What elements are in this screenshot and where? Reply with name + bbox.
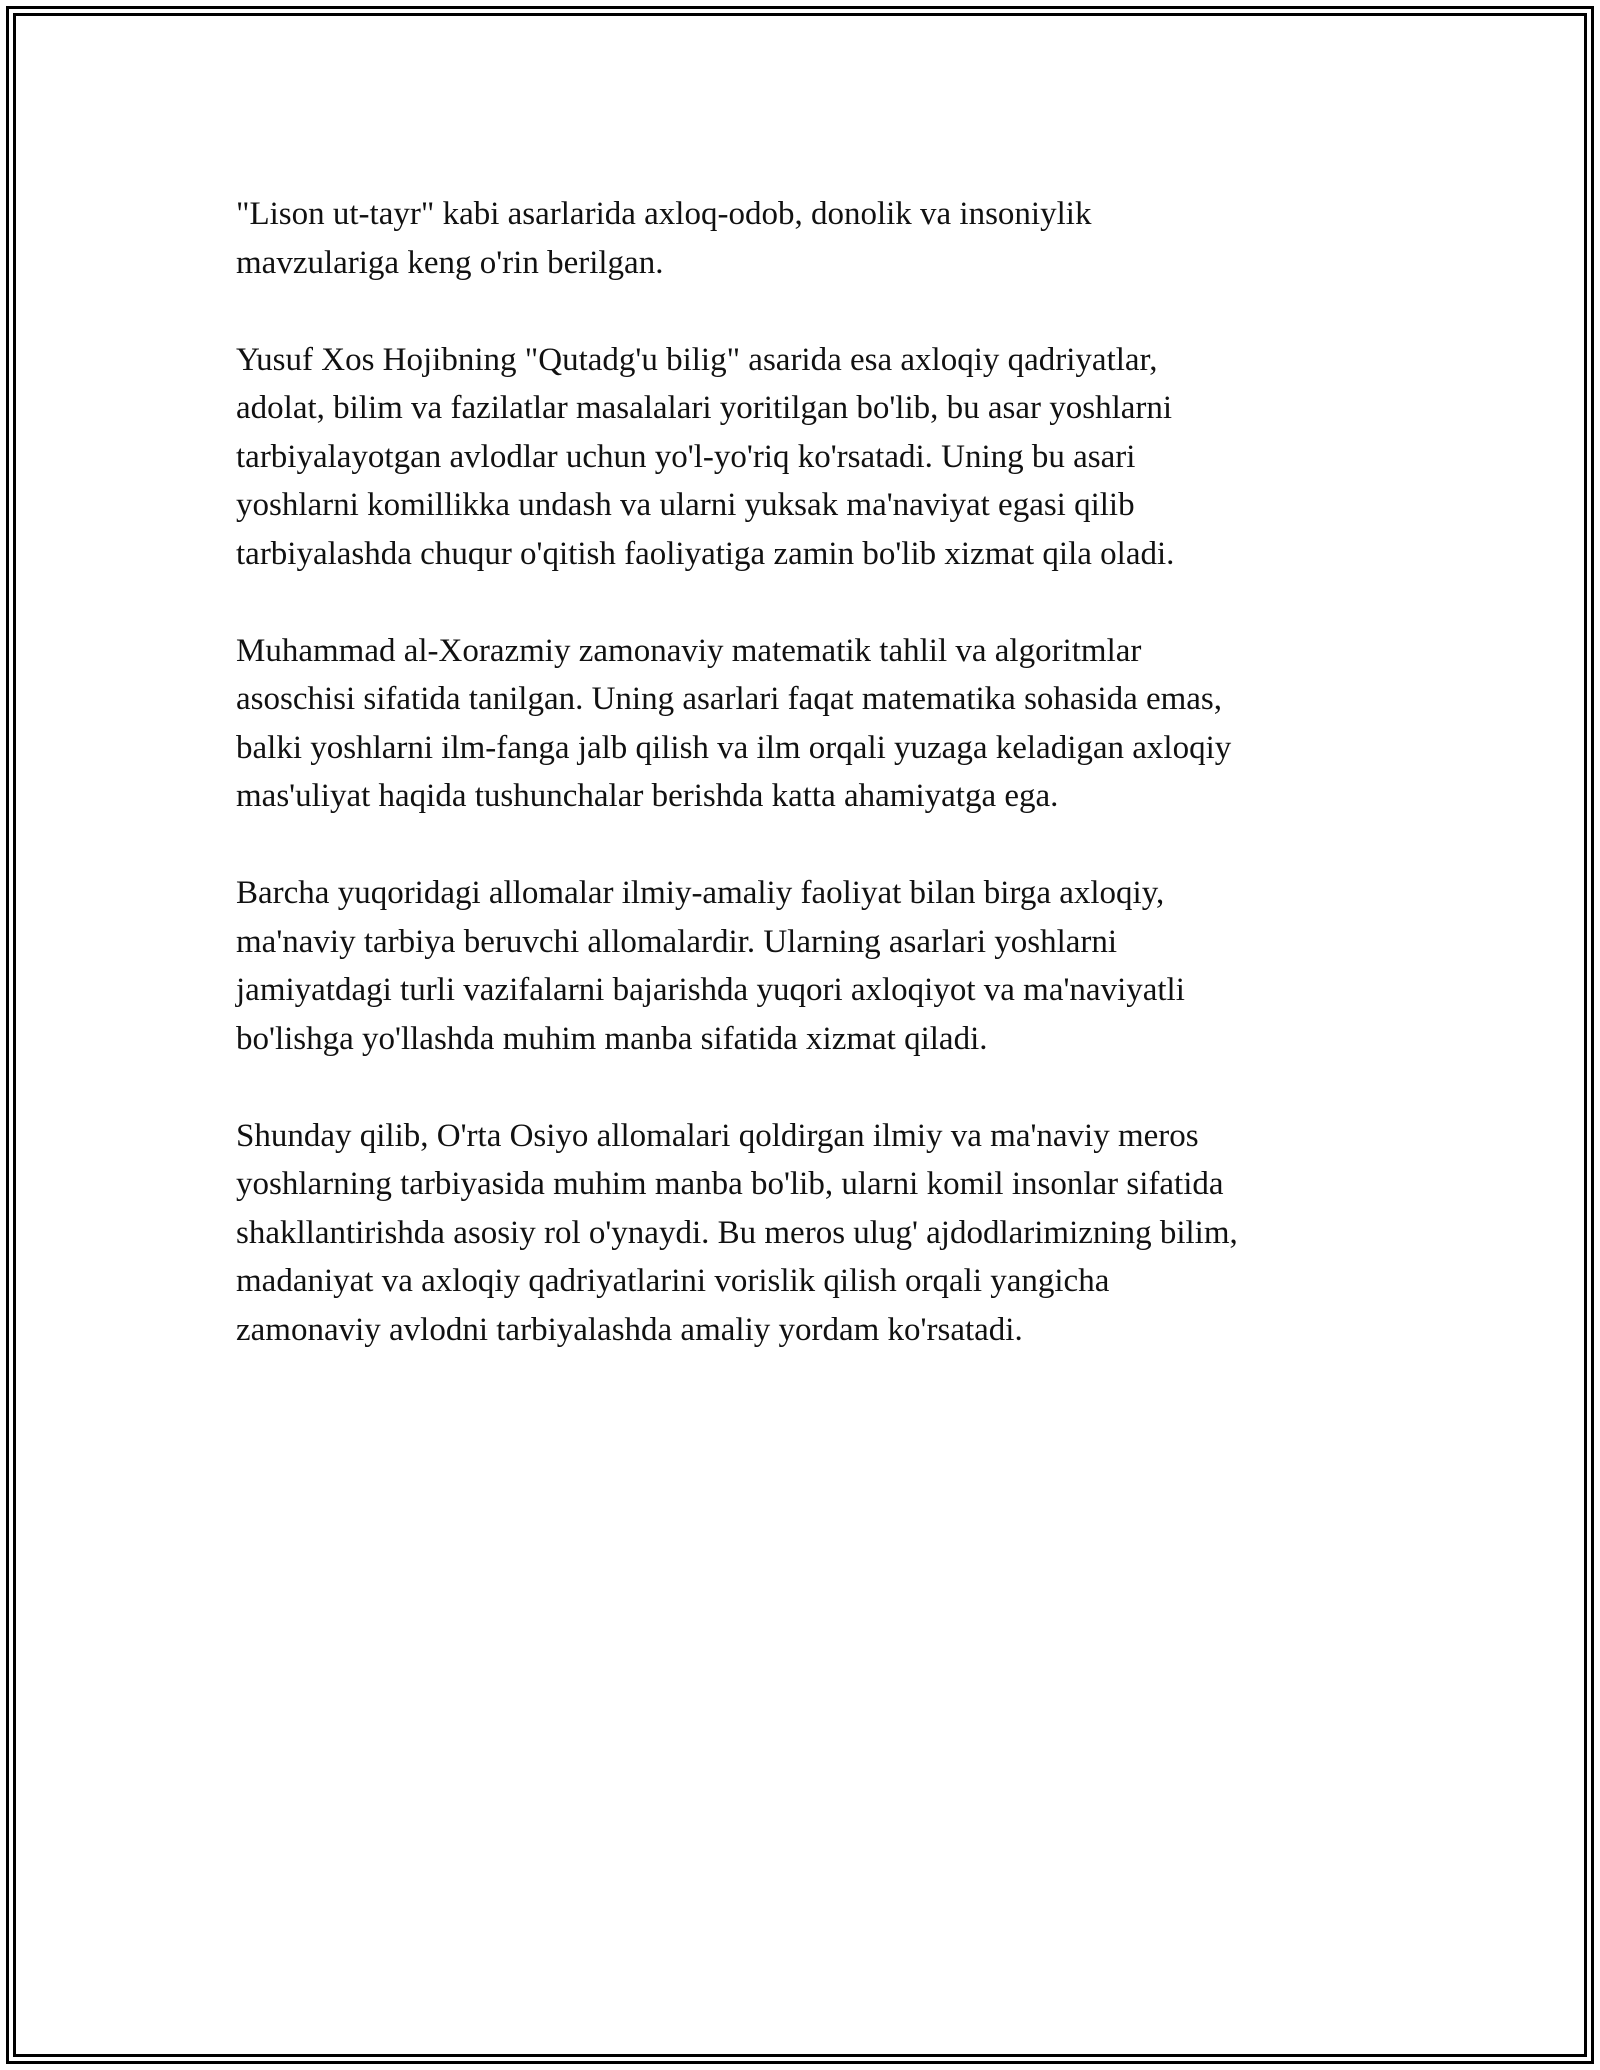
document-body bbox=[236, 190, 1386, 1403]
text-line: tarbiyalashda chuqur o'qitish faoliyatiga zamin bo'lib xizmat qila oladi. bbox=[236, 535, 1175, 572]
text-line: Muhammad al-Xorazmiy zamonaviy matematik tahlil va algoritmlar bbox=[236, 632, 1142, 669]
text-line: Yusuf Xos Hojibning "Qutadg'u bilig" asarida esa axloqiy qadriyatlar, bbox=[236, 341, 1158, 378]
text-line: Shunday qilib, O'rta Osiyo allomalari qoldirgan ilmiy va ma'naviy meros bbox=[236, 1117, 1199, 1154]
text-line: balki yoshlarni ilm-fanga jalb qilish va ilm orqali yuzaga keladigan axloqiy bbox=[236, 729, 1232, 766]
text-line: madaniyat va axloqiy qadriyatlarini vorislik qilish orqali yangicha bbox=[236, 1263, 1110, 1299]
text-line: adolat, bilim va fazilatlar masalalari yoritilgan bo'lib, bu asar yoshlarni bbox=[236, 390, 1173, 426]
text-line: jamiyatdagi turli vazifalarni bajarishda yuqori axloqiyot va ma'naviyatli bbox=[236, 972, 1185, 1008]
paragraph-xulosa bbox=[236, 1112, 1386, 1355]
text-line: shakllantirishda asosiy rol o'ynaydi. Bu meros ulug' ajdodlarimizning bilim, bbox=[236, 1214, 1238, 1251]
text-line: ma'naviy tarbiya beruvchi allomalardir. Ularning asarlari yoshlarni bbox=[236, 923, 1118, 960]
text-line: tarbiyalayotgan avlodlar uchun yo'l-yo'riq ko'rsatadi. Uning bu asari bbox=[236, 438, 1136, 475]
text-line: zamonaviy avlodni tarbiyalashda amaliy yordam ko'rsatadi. bbox=[236, 1311, 1023, 1348]
text-line: mavzulariga keng o'rin berilgan. bbox=[236, 244, 664, 281]
text-line: mas'uliyat haqida tushunchalar berishda katta ahamiyatga ega. bbox=[236, 778, 1059, 814]
text-line: asoschisi sifatida tanilgan. Uning asarlari faqat matematika sohasida emas, bbox=[236, 681, 1223, 717]
paragraph-yusuf-xos-hojib bbox=[236, 336, 1386, 579]
text-line: yoshlarni komillikka undash va ularni yuksak ma'naviyat egasi qilib bbox=[236, 487, 1135, 523]
text-line: yoshlarning tarbiyasida muhim manba bo'lib, ularni komil insonlar sifatida bbox=[236, 1166, 1224, 1202]
text-line: bo'lishga yo'llashda muhim manba sifatida xizmat qiladi. bbox=[236, 1020, 988, 1057]
paragraph-al-xorazmiy bbox=[236, 627, 1386, 821]
text-line: "Lison ut-tayr" kabi asarlarida axloq-odob, donolik va insoniylik bbox=[236, 196, 1092, 232]
paragraph-lison-ut-tayr bbox=[236, 190, 1386, 287]
text-line: Barcha yuqoridagi allomalar ilmiy-amaliy faoliyat bilan birga axloqiy, bbox=[236, 875, 1165, 911]
paragraph-barcha-allomalar bbox=[236, 869, 1386, 1063]
